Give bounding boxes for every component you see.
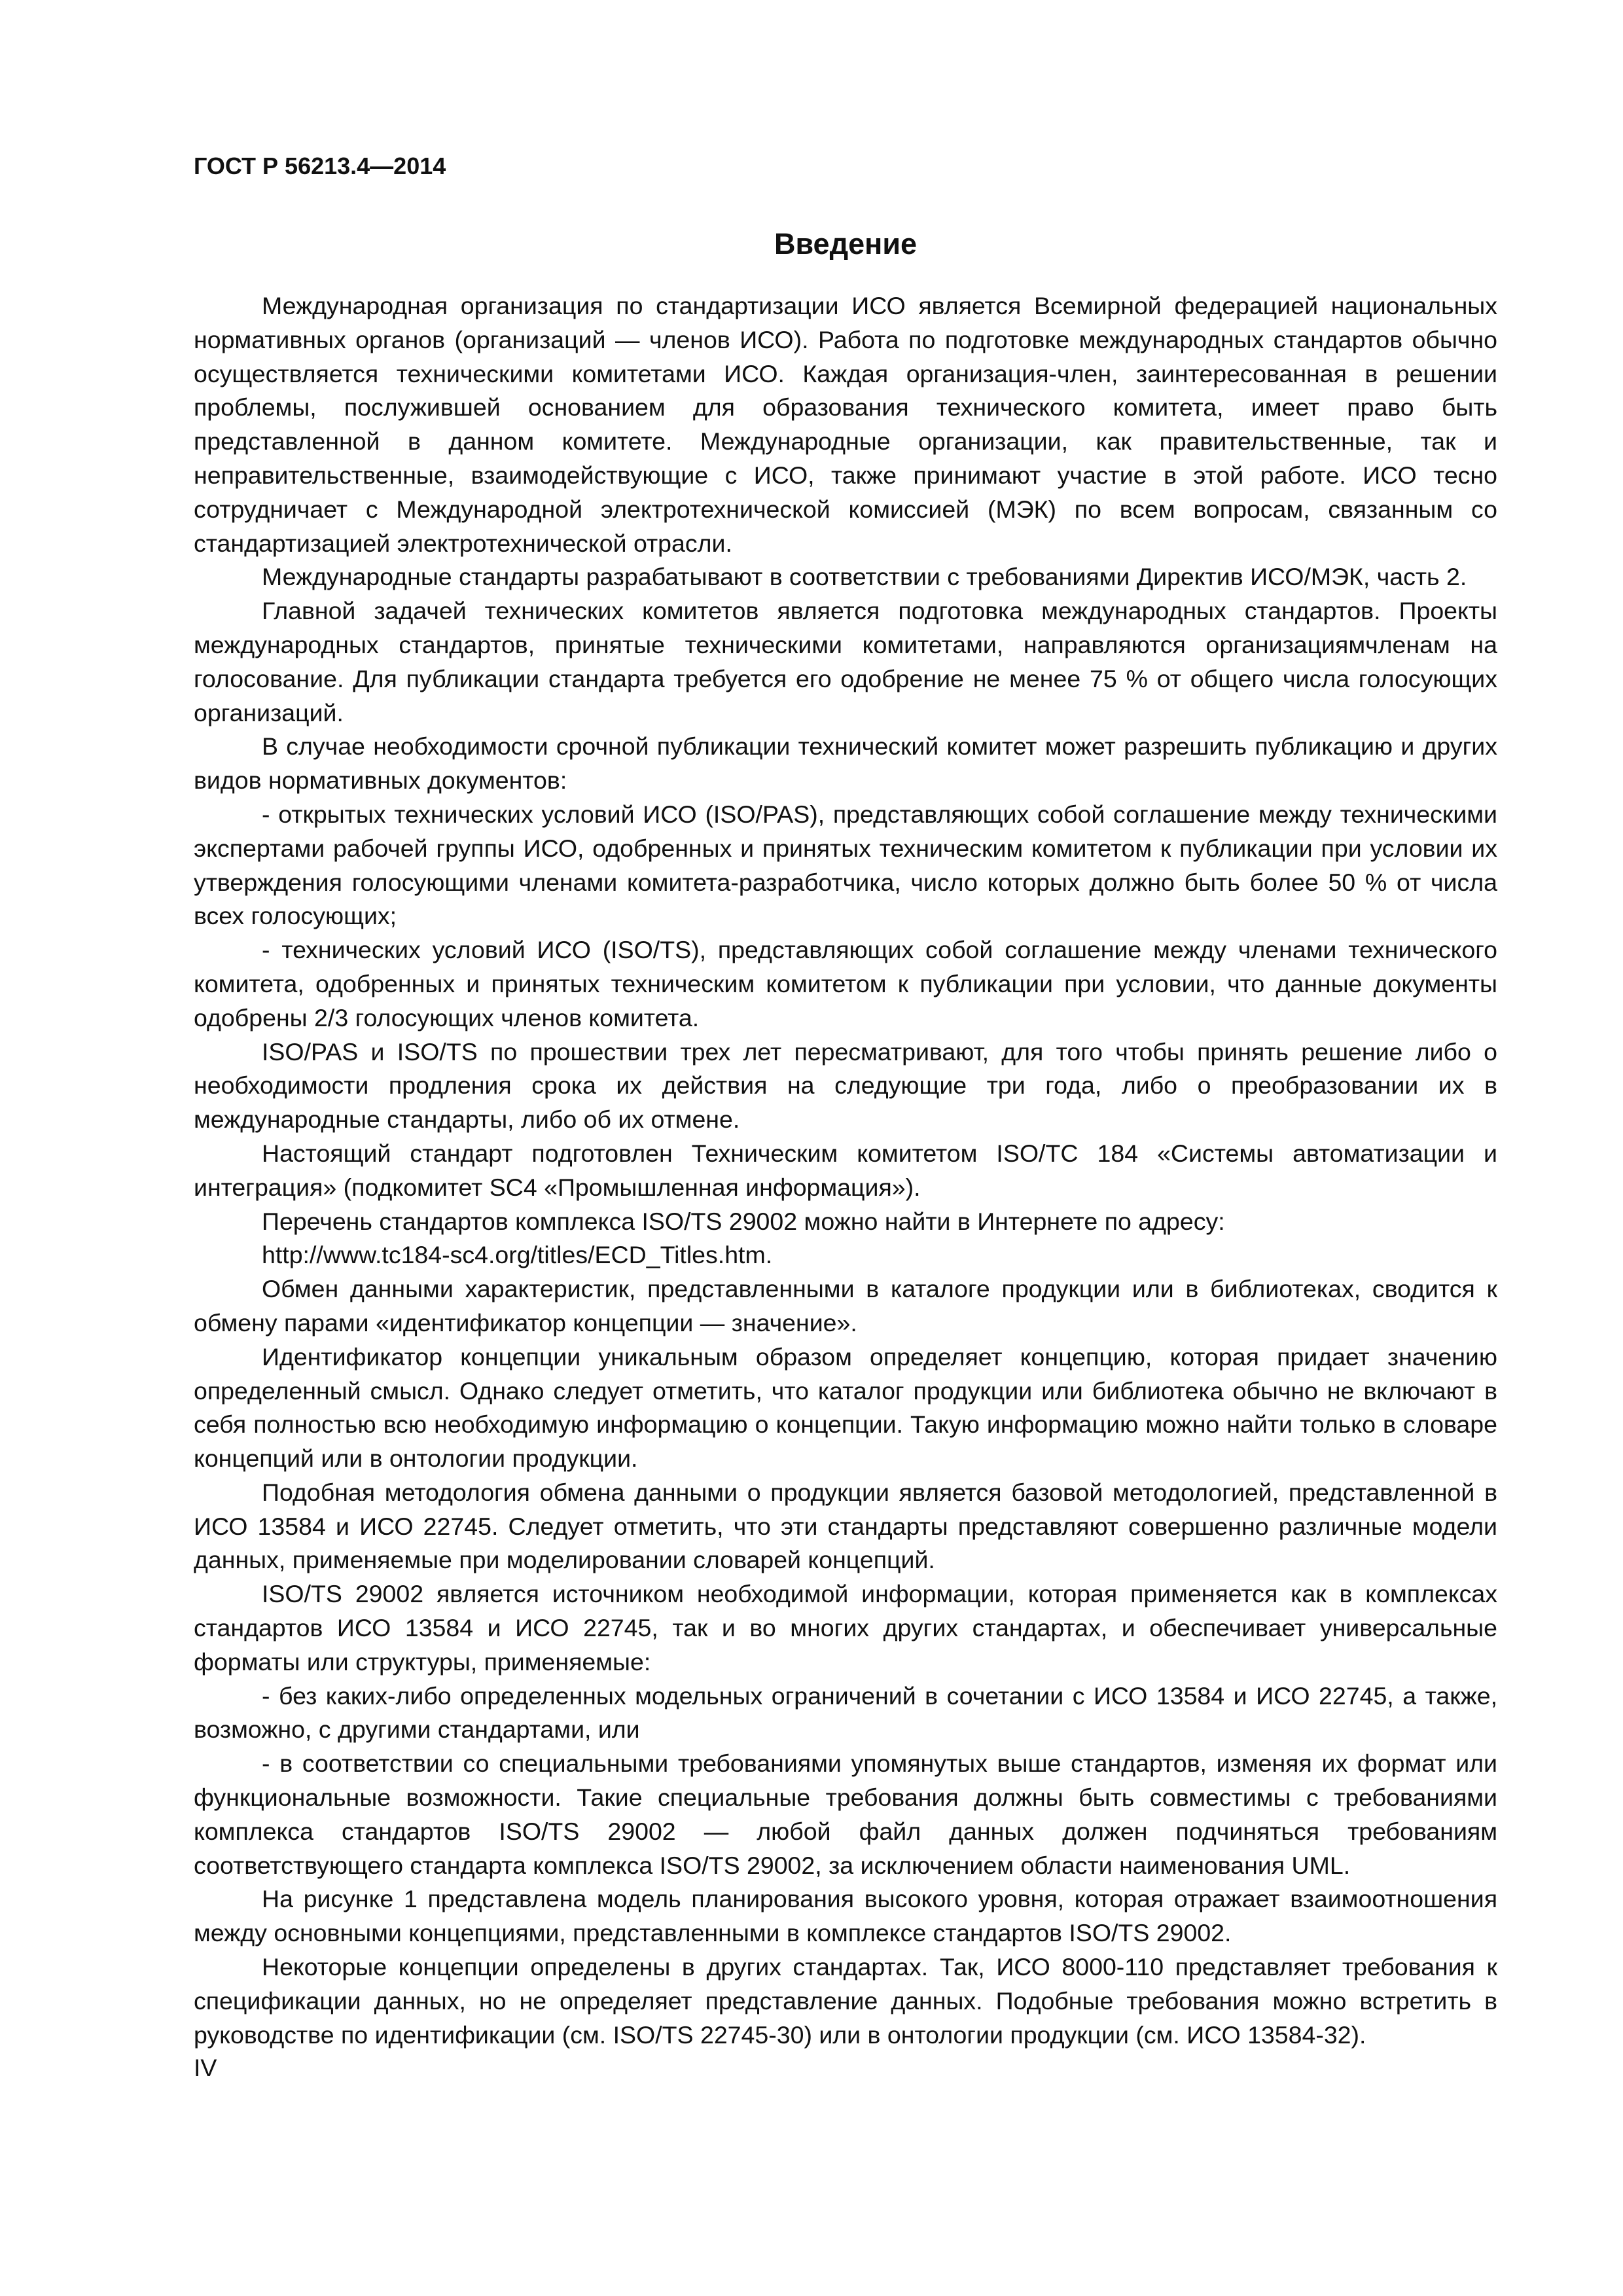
standards-list-url: http://www.tc184-sc4.org/titles/ECD_Titles.htm. bbox=[262, 1241, 773, 1269]
paragraph-iso-directives: Международные стандарты разрабатывают в соответствии с требованиями Директив ИСО/МЭК, часть 2. bbox=[262, 563, 1467, 591]
section-title: Введение bbox=[774, 227, 918, 260]
document-standard-id: ГОСТ Р 56213.4—2014 bbox=[194, 152, 446, 179]
list-item-without-restrictions: - без каких-либо определенных модельных ограничений в сочетании с ИСО 13584 и ИСО 22745, а также, возможно, с другими стандартами, или bbox=[194, 1681, 1497, 1744]
paragraph-standards-list: Перечень стандартов комплекса ISO/TS 29002 можно найти в Интернете по адресу: bbox=[262, 1207, 1225, 1235]
list-item-special-requirements: - в соответствии со специальными требованиями упомянутых выше стандартов, изменяя их формат или функциональные возможности. Такие специальные требования должны быть совместимы с требованиями комплекса стандартов ISO/TS 29002 — любой файл данных должен подчиняться требованиям соответствующего стандарта комплекса ISO/TS 29002, за исключением области наименования UML. bbox=[194, 1749, 1497, 1879]
paragraph-other-standards: Некоторые концепции определены в других стандартах. Так, ИСО 8000-110 представляет требования к спецификации данных, но не определяет представление данных. Подобные требования можно встретить в руководстве по идентификации (см. ISO/TS 22745-30) или в онтологии продукции (см. ИСО 13584-32). bbox=[194, 1953, 1497, 2049]
paragraph-urgent-publication: В случае необходимости срочной публикации технический комитет может разрешить публикацию и других видов нормативных документов: bbox=[194, 732, 1497, 795]
paragraph-iso-federation: Международная организация по стандартизации ИСО является Всемирной федерацией национальных нормативных органов (организаций — членов ИСО). Работа по подготовке международных стандартов обычно осуществляется техническими комитетами ИСО. Каждая организация-член, заинтересованная в решении проблемы, послужившей основанием для образования технического комитета, имеет право быть представленной в данном комитете. Международные организации, как правительственные, так и неправительственные, взаимодействующие с ИСО, также принимают участие в этой работе. ИСО тесно сотрудничает с Международной электротехнической комиссией (МЭК) по всем вопросам, связанным со стандартизацией электротехнической отрасли. bbox=[194, 292, 1497, 557]
paragraph-iso-ts-29002: ISO/TS 29002 является источником необходимой информации, которая применяется как в комплексах стандартов ИСО 13584 и ИСО 22745, так и во многих других стандартах, и обеспечивает универсальные форматы или структуры, применяемые: bbox=[194, 1580, 1497, 1676]
paragraph-methodology: Подобная методология обмена данными о продукции является базовой методологией, представленной в ИСО 13584 и ИСО 22745. Следует отметить, что эти стандарты представляют совершенно различные модели данных, применяемые при моделировании словарей концепций. bbox=[194, 1478, 1497, 1574]
document-body bbox=[194, 289, 1497, 2052]
paragraph-figure-1: На рисунке 1 представлена модель планирования высокого уровня, которая отражает взаимоотношения между основными концепциями, представленными в комплексе стандартов ISO/TS 29002. bbox=[194, 1885, 1497, 1947]
paragraph-review-period: ISO/PAS и ISO/TS по прошествии трех лет пересматривают, для того чтобы принять решение либо о необходимости продления срока их действия на следующие три года, либо о преобразовании их в международные стандарты, либо об их отмене. bbox=[194, 1037, 1497, 1134]
list-item-iso-ts: - технических условий ИСО (ISO/TS), представляющих собой соглашение между членами технического комитета, одобренных и принятых техническим комитетом к публикации при условии, что данные документы одобрены 2/3 голосующих членов комитета. bbox=[194, 936, 1497, 1031]
paragraph-data-exchange: Обмен данными характеристик, представленными в каталоге продукции или в библиотеках, сводится к обмену парами «идентификатор концепции — значение». bbox=[194, 1275, 1497, 1336]
page-number: IV bbox=[194, 2054, 217, 2081]
paragraph-technical-committees: Главной задачей технических комитетов является подготовка международных стандартов. Проекты международных стандартов, принятые техническими комитетами, направляются организациямчленам на голосование. Для публикации стандарта требуется его одобрение не менее 75 % от общего числа голосующих организаций. bbox=[194, 597, 1497, 726]
list-item-iso-pas: - открытых технических условий ИСО (ISO/PAS), представляющих собой соглашение между техническими экспертами рабочей группы ИСО, одобренных и принятых техническим комитетом к публикации при условии их утверждения голосующими членами комитета-разработчика, число которых должно быть более 50 % от числа всех голосующих; bbox=[194, 800, 1497, 930]
paragraph-concept-identifier: Идентификатор концепции уникальным образом определяет концепцию, которая придает значению определенный смысл. Однако следует отметить, что каталог продукции или библиотека обычно не включают в себя полностью всю необходимую информацию о концепции. Такую информацию можно найти только в словаре концепций или в онтологии продукции. bbox=[194, 1342, 1497, 1473]
paragraph-prepared-by: Настоящий стандарт подготовлен Техническим комитетом ISO/TC 184 «Системы автоматизации и интеграция» (подкомитет SC4 «Промышленная информация»). bbox=[194, 1139, 1497, 1201]
